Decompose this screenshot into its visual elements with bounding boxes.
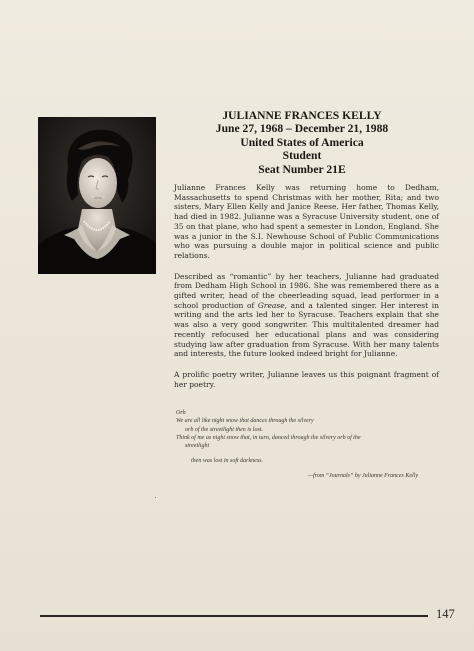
biography: [174, 183, 439, 400]
page-number: 147: [436, 607, 455, 621]
poem-line: streetlight: [185, 443, 210, 450]
poem-fragment: [176, 409, 436, 480]
production-title: Grease: [257, 300, 285, 310]
paper-speck: [155, 497, 156, 498]
status: Student: [282, 149, 322, 163]
footer-rule: [40, 615, 428, 617]
biography-paragraph-2: Described as “romantic” by her teachers, Julianne had graduated from Dedham High School in 1986. She was remembered there as a gifted writer, head of the cheerleading squad, lead performer in a school production of Grease, and a talented singer. Her interest in writing and the arts led her to Syracuse. Teachers explain that she was also a very good songwriter. This multitalented dreamer had recently refocused her educational plans and was considering studying law after graduation from Syracuse. With her many talents and interests, the future looked indeed bright for Julianne.: [174, 271, 439, 359]
poem-line: Think of me as night snow that, in turn, danced through the silvery orb of the: [176, 434, 361, 441]
poem-title: Orb: [176, 410, 186, 416]
biography-paragraph-1: Julianne Frances Kelly was returning home to Dedham, Massachusetts to spend Christmas with her mother, Rita; and two sisters, Mary Ellen Kelly and Janice Reese. Her father, Thomas Kelly, had died in 1982. Julianne was a Syracuse University student, one of 35 on that plane, who had spent a semester in London, England. She was a junior in the S.I. Newhouse School of Public Communications who was pursuing a double major in political science and public relations.: [174, 183, 439, 260]
life-dates: June 27, 1968 – December 21, 1988: [215, 122, 389, 136]
poem-line: orb of the streetlight then is lost.: [185, 426, 263, 433]
victim-header: [172, 109, 432, 176]
victim-name: JULIANNE FRANCES KELLY: [222, 109, 382, 122]
portrait-photo: [38, 117, 156, 274]
poem-attribution: —from “Journals” by Julianne Frances Kelly: [307, 472, 418, 479]
biography-paragraph-3: A prolific poetry writer, Julianne leaves us this poignant fragment of her poetry.: [174, 369, 439, 389]
country: United States of America: [240, 135, 364, 149]
poem-line: We are all like night snow that dances through the silvery: [176, 418, 314, 425]
poem-line: then was lost in soft darkness.: [191, 458, 264, 465]
seat-number: Seat Number 21E: [258, 162, 346, 176]
portrait-image: [38, 117, 156, 274]
